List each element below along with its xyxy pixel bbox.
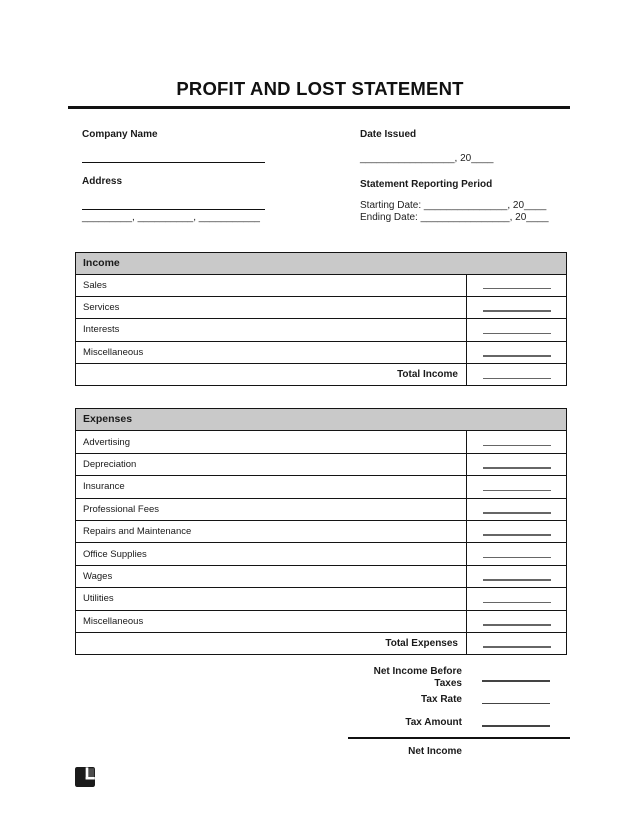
info-section [82, 129, 570, 225]
income-row-services [76, 297, 566, 319]
starting-date-input-line[interactable]: Starting Date: _______________, 20____ [360, 199, 547, 211]
amount-blank-line [483, 557, 551, 559]
address-city-state-zip-line[interactable]: _________, __________, ___________ [82, 212, 260, 223]
amount-blank-line [483, 624, 551, 626]
row-label: Wages [83, 570, 113, 582]
row-label: Sales [83, 279, 107, 291]
date-issued-input-line[interactable]: _________________, 20____ [360, 153, 494, 164]
title-rule [68, 106, 570, 109]
amount-blank-line [483, 288, 551, 290]
income-row-interests [76, 319, 566, 341]
expense-row-wages [76, 566, 566, 588]
amount-input-cell[interactable] [466, 521, 566, 542]
address-label: Address [82, 176, 123, 187]
income-row-miscellaneous [76, 342, 566, 364]
row-label: Services [83, 302, 120, 314]
expense-row-office-supplies [76, 543, 566, 565]
amount-input-cell[interactable] [466, 454, 566, 475]
expense-row-repairs-maintenance [76, 521, 566, 543]
amount-input-cell[interactable] [466, 319, 566, 340]
net-income-before-taxes-label: Net Income Before Taxes [373, 665, 462, 689]
tax-amount-label: Tax Amount [405, 716, 462, 728]
expense-row-depreciation [76, 454, 566, 476]
row-label: Advertising [83, 436, 130, 448]
expense-row-insurance [76, 476, 566, 498]
tax-rate-label: Tax Rate [421, 694, 462, 706]
total-expenses-label: Total Expenses [385, 638, 458, 650]
amount-input-cell[interactable] [466, 342, 566, 363]
row-label: Depreciation [83, 459, 137, 471]
row-label: Insurance [83, 481, 125, 493]
tax-amount-input-line[interactable] [482, 725, 550, 727]
net-income-before-taxes-input-line[interactable] [482, 680, 550, 682]
row-label: Utilities [83, 593, 114, 605]
expense-row-advertising [76, 431, 566, 453]
amount-input-cell[interactable] [466, 431, 566, 452]
income-table [75, 252, 567, 387]
amount-blank-line [483, 445, 551, 447]
amount-blank-line [483, 467, 551, 469]
expenses-table [75, 408, 567, 655]
legal-templates-logo-icon [75, 767, 95, 787]
income-table-header: Income [76, 253, 566, 275]
amount-input-cell[interactable] [466, 476, 566, 497]
amount-input-cell[interactable] [466, 588, 566, 609]
amount-input-cell[interactable] [466, 275, 566, 296]
income-row-sales [76, 275, 566, 297]
row-label: Office Supplies [83, 548, 147, 560]
expenses-table-header: Expenses [76, 409, 566, 431]
row-label: Professional Fees [83, 503, 160, 515]
row-label: Miscellaneous [83, 346, 144, 358]
amount-input-cell[interactable] [466, 611, 566, 632]
company-name-label: Company Name [82, 129, 158, 140]
net-income-row [348, 739, 570, 765]
total-income-label: Total Income [397, 369, 458, 381]
company-name-input-line[interactable] [82, 162, 265, 163]
amount-blank-line [483, 579, 551, 581]
ending-date-input-line[interactable]: Ending Date: ________________, 20____ [360, 212, 549, 223]
net-income-before-taxes-row [348, 666, 570, 689]
date-info-column [360, 129, 570, 225]
amount-blank-line [483, 602, 551, 604]
amount-blank-line [483, 534, 551, 536]
amount-blank-line [483, 355, 551, 357]
tax-rate-input-line[interactable] [482, 703, 550, 705]
company-info-column [82, 129, 360, 225]
amount-input-cell[interactable] [466, 543, 566, 564]
row-label: Miscellaneous [83, 615, 144, 627]
net-income-label: Net Income [408, 745, 462, 757]
expense-row-miscellaneous [76, 611, 566, 633]
amount-blank-line [483, 310, 551, 312]
expenses-total-row [76, 633, 566, 654]
expense-row-professional-fees [76, 499, 566, 521]
amount-blank-line [483, 378, 551, 380]
amount-blank-line [483, 512, 551, 514]
tax-rate-row [348, 689, 570, 712]
reporting-period-label: Statement Reporting Period [360, 178, 493, 190]
date-issued-label: Date Issued [360, 129, 417, 140]
amount-input-cell[interactable] [466, 297, 566, 318]
total-amount-input-cell[interactable] [466, 364, 566, 385]
summary-section [348, 666, 570, 765]
row-label: Interests [83, 324, 120, 336]
page-title: PROFIT AND LOST STATEMENT [176, 78, 464, 99]
address-input-line[interactable] [82, 209, 265, 210]
expense-row-utilities [76, 588, 566, 610]
total-amount-input-cell[interactable] [466, 633, 566, 654]
amount-blank-line [483, 646, 551, 648]
amount-input-cell[interactable] [466, 566, 566, 587]
amount-input-cell[interactable] [466, 499, 566, 520]
income-total-row [76, 364, 566, 385]
tax-amount-row [348, 711, 570, 734]
row-label: Repairs and Maintenance [83, 526, 192, 538]
amount-blank-line [483, 333, 551, 335]
amount-blank-line [483, 490, 551, 492]
